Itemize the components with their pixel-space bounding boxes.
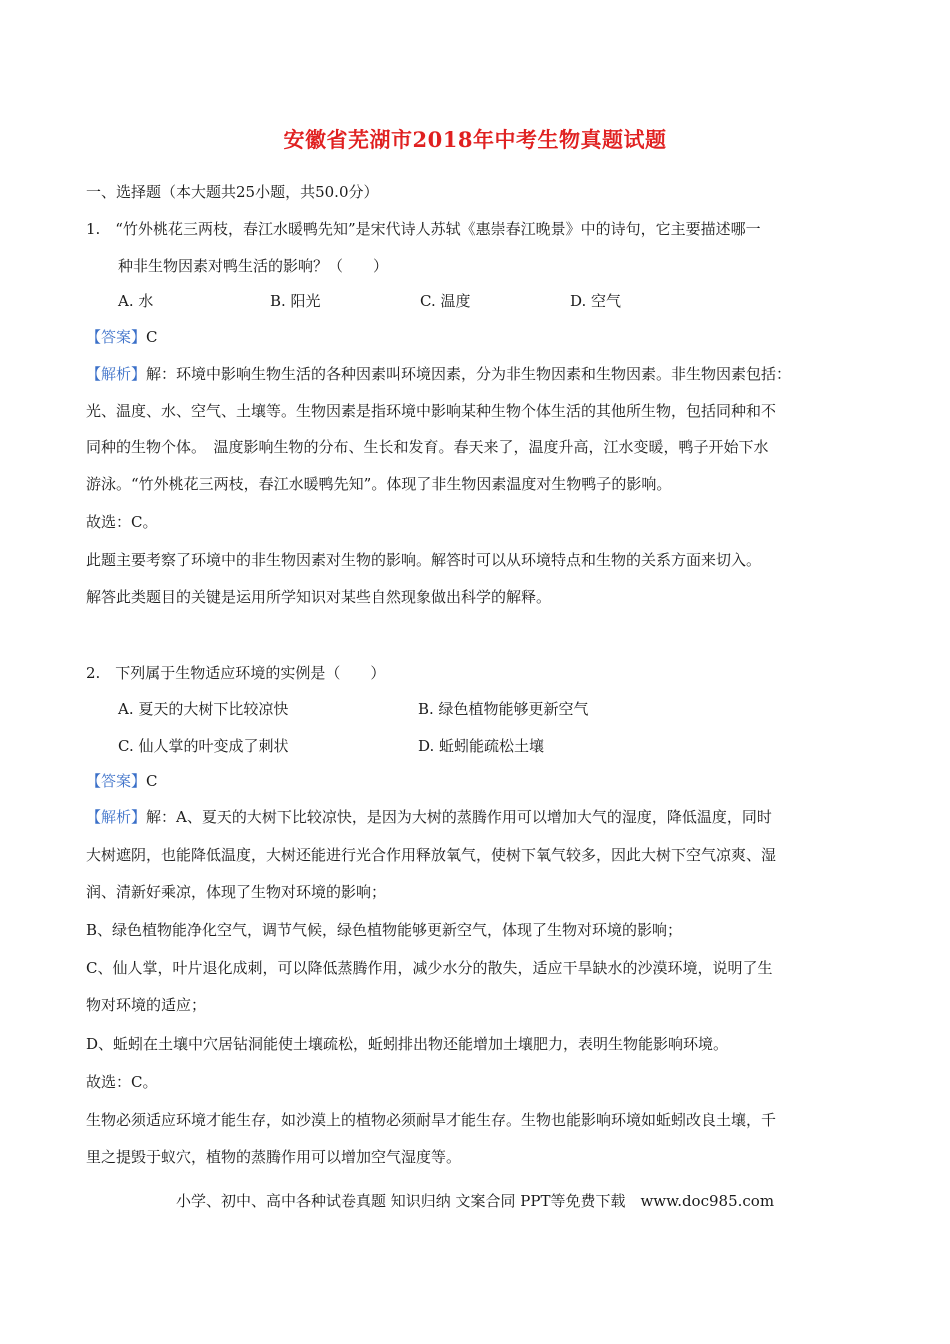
q2-analysis-line4: B、绿色植物能净化空气，调节气候，绿色植物能够更新空气，体现了生物对环境的影响；	[86, 921, 683, 939]
q1-analysis-text: 解：环境中影响生物生活的各种因素叫环境因素，分为非生物因素和生物因素。非生物因素包括：	[146, 365, 792, 383]
q1-option-d: D. 空气	[570, 292, 622, 310]
q1-analysis-line2: 光、温度、水、空气、土壤等。生物因素是指环境中影响某种生物个体生活的其他所生物，包括同种和不	[86, 402, 777, 420]
q2-analysis-line7: D、蚯蚓在土壤中穴居钻洞能使土壤疏松，蚯蚓排出物还能增加土壤肥力，表明生物能影响环境。	[86, 1035, 729, 1053]
q1-analysis-line1	[86, 363, 791, 385]
answer-tag: 【答案】	[86, 328, 147, 346]
q2-answer	[86, 770, 158, 792]
q1-option-c: C. 温度	[420, 292, 471, 310]
q2-analysis-line1	[86, 806, 772, 828]
q1-option-a: A. 水	[118, 292, 154, 310]
q2-choice: 故选：C。	[86, 1073, 158, 1091]
q2-option-a: A. 夏天的大树下比较凉快	[118, 700, 289, 718]
q2-option-d: D. 蚯蚓能疏松土壤	[418, 737, 545, 755]
q1-option-b: B. 阳光	[270, 292, 321, 310]
page-footer: 小学、初中、高中各种试卷真题 知识归纳 文案合同 PPT等免费下载 www.doc985.com	[175, 1192, 775, 1210]
q2-option-b: B. 绿色植物能够更新空气	[418, 700, 589, 718]
q1-answer-value: C	[146, 328, 158, 346]
q2-analysis-line3: 润、清新好乘凉，体现了生物对环境的影响；	[86, 883, 387, 901]
q2-summary-line1: 生物必须适应环境才能生存，如沙漠上的植物必须耐旱才能生存。生物也能影响环境如蚯蚓改良土壤，千	[86, 1111, 777, 1129]
q2-stem: 2. 下列属于生物适应环境的实例是（ ）	[86, 664, 386, 682]
q2-answer-value: C	[146, 772, 158, 790]
q2-analysis-line6: 物对环境的适应；	[86, 996, 207, 1014]
q2-analysis-text: 解：A、夏天的大树下比较凉快，是因为大树的蒸腾作用可以增加大气的湿度，降低温度，同时	[146, 808, 772, 826]
q2-analysis-line2: 大树遮阴，也能降低温度，大树还能进行光合作用释放氧气，使树下氧气较多，因此大树下空气凉爽、湿	[86, 846, 777, 864]
answer-tag: 【答案】	[86, 772, 147, 790]
q1-stem-line2: 种非生物因素对鸭生活的影响？（ ）	[118, 257, 389, 275]
section-heading: 一、选择题（本大题共25小题，共50.0分）	[86, 183, 379, 201]
q1-answer	[86, 326, 158, 348]
q1-summary-line2: 解答此类题目的关键是运用所学知识对某些自然现象做出科学的解释。	[86, 588, 552, 606]
q1-choice: 故选：C。	[86, 513, 158, 531]
page-title: 安徽省芜湖市2018年中考生物真题试题	[283, 127, 667, 152]
q2-analysis-line5: C、仙人掌，叶片退化成刺，可以降低蒸腾作用，减少水分的散失，适应干旱缺水的沙漠环境，说明了生	[86, 959, 773, 977]
q1-summary-line1: 此题主要考察了环境中的非生物因素对生物的影响。解答时可以从环境特点和生物的关系方面来切入。	[86, 551, 762, 569]
q2-option-c: C. 仙人掌的叶变成了刺状	[118, 737, 289, 755]
q1-analysis-line4: 游泳。“竹外桃花三两枝，春江水暖鸭先知”。体现了非生物因素温度对生物鸭子的影响。	[86, 475, 672, 493]
q1-stem-line1: 1. “竹外桃花三两枝，春江水暖鸭先知”是宋代诗人苏轼《惠崇春江晚景》中的诗句，它主要描述哪一	[86, 220, 761, 238]
q2-summary-line2: 里之提毁于蚁穴，植物的蒸腾作用可以增加空气湿度等。	[86, 1148, 462, 1166]
analysis-tag: 【解析】	[86, 365, 147, 383]
analysis-tag: 【解析】	[86, 808, 147, 826]
q1-analysis-line3: 同种的生物个体。 温度影响生物的分布、生长和发育。春天来了，温度升高，江水变暖，鸭子开始下水	[86, 438, 769, 456]
